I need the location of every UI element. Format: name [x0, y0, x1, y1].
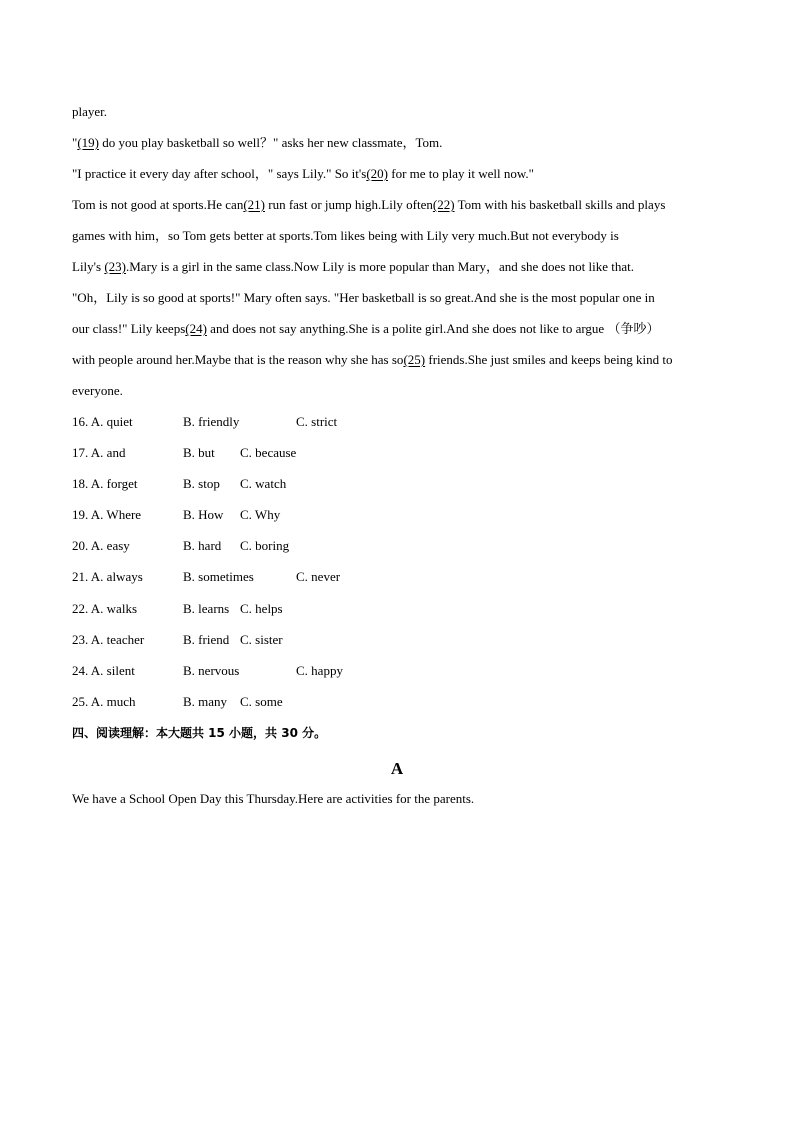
- question-19: [72, 504, 732, 535]
- option-a: 18. A. forget: [72, 476, 138, 492]
- document-page: [72, 101, 732, 819]
- option-b: B. stop: [183, 476, 220, 492]
- passage-intro: We have a School Open Day this Thursday.Here are activities for the parents.: [72, 790, 475, 806]
- text: and does not say anything.She is a polite girl.And she does not like to argue （争吵）: [206, 321, 660, 336]
- passage-line-10: everyone.: [72, 383, 123, 398]
- option-a: 16. A. quiet: [72, 414, 133, 429]
- passage-line-1: player.: [72, 104, 108, 119]
- option-a: 25. A. much: [72, 693, 136, 709]
- passage-line-6: [72, 256, 732, 287]
- blank-21: (21): [243, 197, 265, 212]
- option-c: C. boring: [240, 538, 290, 554]
- blank-24: (24): [185, 321, 207, 336]
- option-c: C. Why: [240, 507, 281, 523]
- passage-line-3: [72, 163, 732, 194]
- text: ": [72, 135, 78, 150]
- option-a: 22. A. walks: [72, 600, 137, 616]
- passage-line-9: [72, 349, 732, 380]
- text: "I practice it every day after school，" says Lily." So it's: [72, 166, 367, 181]
- text: .Mary is a girl in the same class.Now Lily is more popular than Mary，and she does not like that.: [126, 259, 634, 274]
- blank-20: (20): [366, 166, 388, 181]
- option-c: C. strict: [296, 414, 338, 429]
- text: Tom is not good at sports.He can: [72, 197, 244, 212]
- option-b: B. sometimes: [183, 569, 254, 585]
- text: Tom with his basketball skills and plays: [454, 197, 666, 212]
- passage-line-2: [72, 132, 732, 163]
- option-a: 19. A. Where: [72, 507, 142, 523]
- question-22: [72, 598, 732, 629]
- option-a: 24. A. silent: [72, 662, 135, 678]
- question-24: [72, 660, 732, 691]
- passage-line-4: [72, 194, 732, 225]
- text: Lily's: [72, 259, 105, 274]
- question-16: [72, 411, 732, 442]
- blank-22: (22): [432, 197, 455, 212]
- blank-19: (19): [77, 135, 99, 150]
- option-c: C. never: [296, 569, 341, 585]
- option-b: B. many: [183, 693, 228, 709]
- blank-25: (25): [403, 352, 426, 367]
- passage-line-8: [72, 318, 732, 349]
- option-b: B. friendly: [183, 414, 240, 429]
- question-23: [72, 629, 732, 660]
- text: our class!" Lily keeps: [72, 321, 186, 336]
- text: run fast or jump high.Lily often: [265, 197, 433, 212]
- option-c: C. happy: [296, 662, 343, 678]
- option-c: C. watch: [240, 476, 287, 492]
- option-b: B. hard: [183, 538, 222, 554]
- option-b: B. friend: [183, 631, 230, 647]
- option-b: B. but: [183, 445, 215, 461]
- question-25: [72, 691, 732, 722]
- option-c: C. because: [240, 445, 297, 461]
- passage-line-7: "Oh，Lily is so good at sports!" Mary often says. "Her basketball is so great.And she is the most popular one in: [72, 290, 655, 305]
- question-18: [72, 473, 732, 504]
- text: with people around her.Maybe that is the reason why she has so: [72, 352, 404, 367]
- option-c: C. some: [240, 693, 283, 709]
- option-b: B. nervous: [183, 662, 240, 678]
- question-17: [72, 442, 732, 473]
- text: for me to play it well now.": [387, 166, 534, 181]
- option-c: C. helps: [240, 600, 283, 616]
- passage-line-5: games with him，so Tom gets better at sports.Tom likes being with Lily very much.But not everybody is: [72, 228, 619, 243]
- passage-title: A: [390, 758, 404, 778]
- option-a: 20. A. easy: [72, 538, 130, 554]
- option-b: B. How: [183, 507, 224, 523]
- option-a: 17. A. and: [72, 445, 126, 461]
- option-a: 23. A. teacher: [72, 631, 145, 647]
- option-c: C. sister: [240, 631, 283, 647]
- question-list: [72, 411, 732, 722]
- blank-23: (23): [104, 259, 126, 274]
- option-b: B. learns: [183, 600, 230, 616]
- text: friends.She just smiles and keeps being kind to: [425, 352, 673, 367]
- question-21: [72, 566, 732, 597]
- section-heading: 四、阅读理解：本大题共 15 小题，共 30 分。: [72, 725, 327, 740]
- question-20: [72, 535, 732, 566]
- text: do you play basketball so well？" asks her new classmate，Tom.: [98, 135, 443, 150]
- option-a: 21. A. always: [72, 569, 143, 585]
